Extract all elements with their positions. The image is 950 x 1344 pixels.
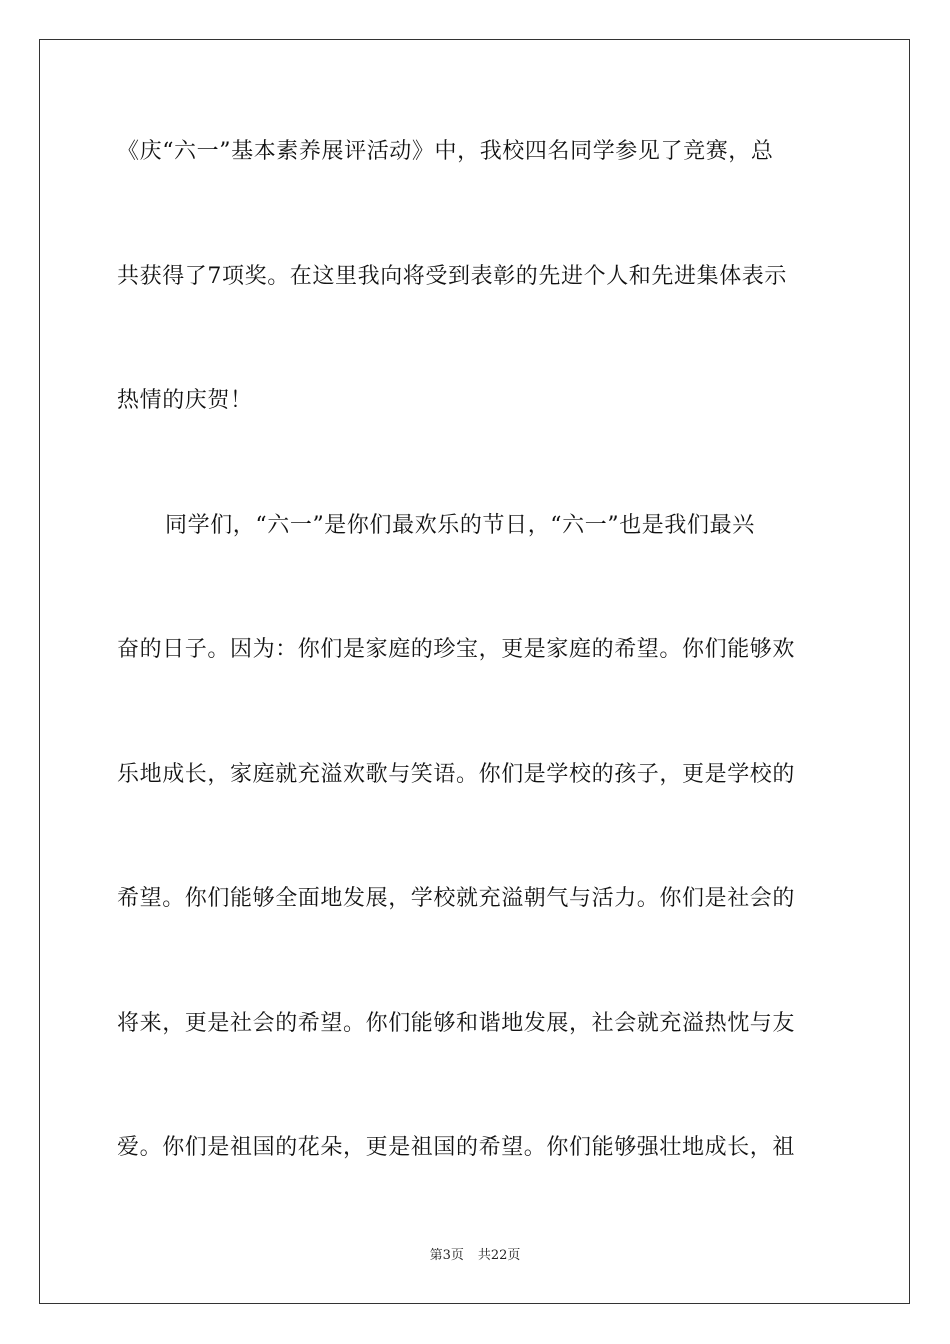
- page-total: 共22页: [477, 1248, 521, 1263]
- page-number: 第3页: [429, 1248, 464, 1263]
- page-border: [39, 39, 910, 1304]
- paragraph-line: 热情的庆贺！: [117, 388, 253, 413]
- paragraph-line: 乐地成长，家庭就充溢欢歌与笑语。你们是学校的孩子，更是学校的: [117, 762, 796, 787]
- paragraph-line: 爱。你们是祖国的花朵，更是祖国的希望。你们能够强壮地成长，祖: [117, 1135, 796, 1160]
- page-footer: [0, 1247, 950, 1265]
- paragraph-line: 共获得了7项奖。在这里我向将受到表彰的先进个人和先进集体表示: [117, 264, 787, 289]
- paragraph-line: 将来，更是社会的希望。你们能够和谐地发展，社会就充溢热忱与友: [117, 1011, 796, 1036]
- paragraph-line: 同学们，“六一”是你们最欢乐的节日，“六一”也是我们最兴: [165, 513, 755, 538]
- paragraph-line: 希望。你们能够全面地发展，学校就充溢朝气与活力。你们是社会的: [117, 886, 796, 911]
- paragraph-line: 《庆“六一”基本素养展评活动》中，我校四名同学参见了竞赛，总: [117, 139, 774, 164]
- paragraph-line: 奋的日子。因为：你们是家庭的珍宝，更是家庭的希望。你们能够欢: [117, 637, 796, 662]
